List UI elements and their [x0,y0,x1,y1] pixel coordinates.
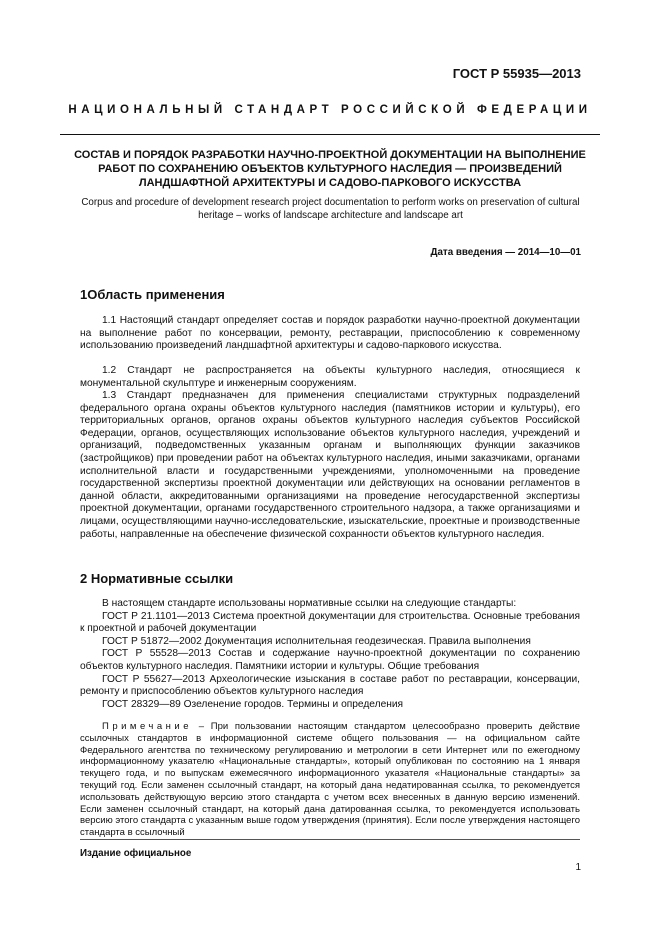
references-note [80,721,580,839]
page-number: 1 [575,862,581,873]
references-intro: В настоящем стандарте использованы нормативные ссылки на следующие стандарты: [102,598,517,609]
reference-item: ГОСТ Р 55627—2013 Археологические изыскания в составе работ по реставрации, консервации, ремонту и приспособлению объектов культурного наследия [80,673,580,698]
introduction-date: Дата введения — 2014—10—01 [430,247,581,258]
paragraph-1-2: 1.2 Стандарт не распространяется на объекты культурного наследия, относящиеся к монументальной скульптуре и инженерным сооружениям. [80,365,580,389]
reference-item: ГОСТ Р 21.1101—2013 Система проектной документации для строительства. Основные требования к проектной и рабочей документации [80,610,580,635]
note-text: – При пользовании настоящим стандартом целесообразно проверить действие ссылочных стандартов в информационной системе общего пользования — на официальном сайте Федерального агентства по техническому регулированию и метрологии в сети Интернет или по ежегодному информационному указателю «Национальные стандарты», который опубликован по состоянию на 1 января текущего года, и по выпускам ежемесячного информационного указателя «Национальные стандарты» за текущий год. Если заменен ссылочный стандарт, на который дана недатированная ссылка, то рекомендуется использовать действующую версию этого стандарта с учетом всех внесенных в данную версию изменений. Если заменен ссылочный стандарт, на который дана датированная ссылка, то рекомендуется использовать версию этого стандарта с указанным выше годом утверждения (принятия). Если после утверждения настоящего стандарта в ссылочный [80,721,580,839]
document-title-en: Corpus and procedure of development research project documentation to perform works on preservation of cultural heritage – works of landscape architecture and landscape art [81,197,580,221]
reference-item: ГОСТ Р 51872—2002 Документация исполнительная геодезическая. Правила выполнения [102,635,531,647]
reference-item: ГОСТ 28329—89 Озеленение городов. Термины и определения [102,698,404,710]
reference-item: ГОСТ Р 55528—2013 Состав и содержание научно-проектной документации по сохранению объектов культурного наследия. Памятники истории и культуры. Общие требования [80,648,580,672]
edition-label: Издание официальное [80,848,192,859]
paragraph-1-1: 1.1 Настоящий стандарт определяет состав и порядок разработки научно-проектной документации на выполнение работ по консервации, ремонту, реставрации, приспособлению к современному использованию произведений ландшафтной архитектуры и садово-паркового искусства. [80,315,580,352]
references-list [80,598,580,711]
header-divider [60,134,600,135]
document-title-ru: СОСТАВ И ПОРЯДОК РАЗРАБОТКИ НАУЧНО-ПРОЕКТНОЙ ДОКУМЕНТАЦИИ НА ВЫПОЛНЕНИЕ РАБОТ ПО СОХРАНЕНИЮ ОБЪЕКТОВ КУЛЬТУРНОГО НАСЛЕДИЯ — ПРОИЗВЕДЕНИЙ ЛАНДШАФТНОЙ АРХИТЕКТУРЫ И САДОВО-ПАРКОВОГО ИСКУССТВА [74,149,586,189]
note-label: Примечание [102,721,192,732]
paragraph-1-3: 1.3 Стандарт предназначен для применения специалистами структурных подразделений федерального органа охраны объектов культурного наследия (памятников истории и культуры), его территориальных органов, органов охраны объектов культурного наследия субъектов Российской Федерации, органов, осуществляющих использование объектов культурного наследия, учреждений и организаций, подведомственных указанным органам и выполняющих функции заказчиков (застройщиков) при проведении работ на объектах культурного наследия, иными заказчиками, органами исполнительной власти и государственными учреждениями, уполномоченными на проведение государственной экспертизы проектной документации или действующих на основании регламентов в данной области, аккредитованными организациями на проведение негосударственной экспертизы проектной документации, органами государственного строительного надзора, а также организациями и лицами, осуществляющими научно-исследовательские, изыскательские, проектные и производственные работы, направленные на обеспечение физической сохранности объектов культурного наследия. [80,390,580,540]
section-1-heading: 1Область применения [80,287,225,302]
document-code: ГОСТ Р 55935—2013 [452,66,581,81]
footer-divider [80,839,580,840]
section-2-heading: 2 Нормативные ссылки [80,571,234,586]
standard-header: НАЦИОНАЛЬНЫЙ СТАНДАРТ РОССИЙСКОЙ ФЕДЕРАЦИИ [68,104,592,116]
